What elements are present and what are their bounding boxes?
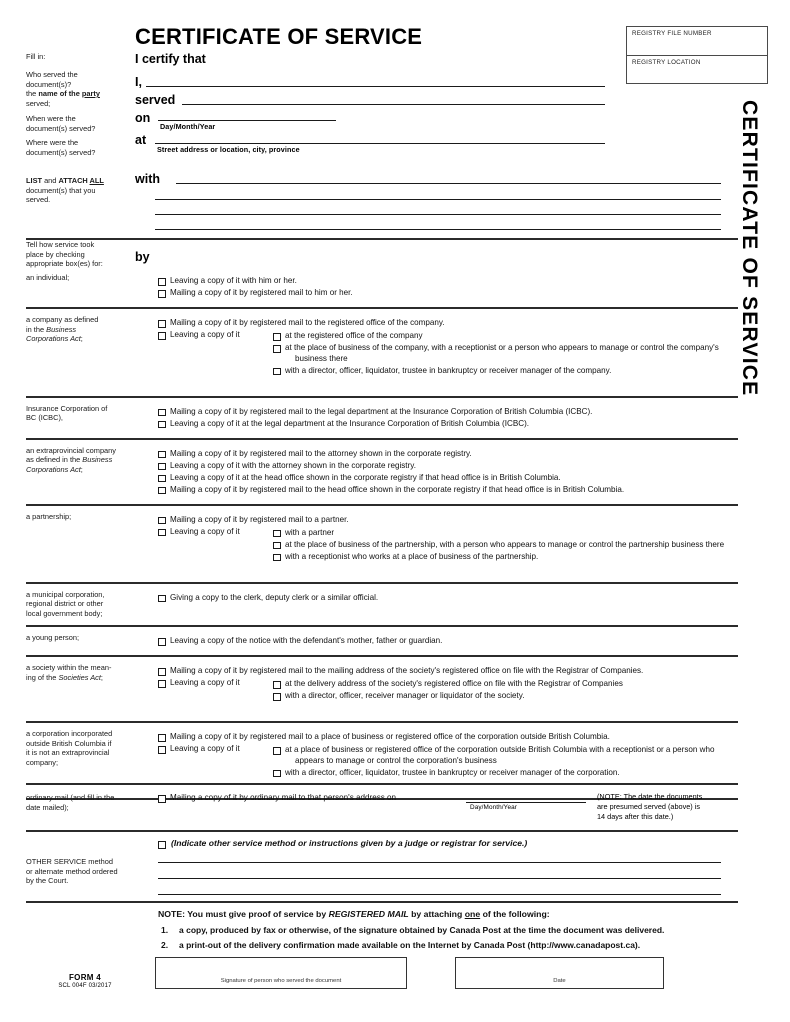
divider	[26, 655, 738, 657]
checkbox-individual-0[interactable]	[158, 278, 166, 286]
input-documents-1[interactable]	[176, 183, 721, 184]
instruction-when-served: When were the document(s) served?	[26, 114, 96, 133]
label-by: by	[135, 250, 150, 264]
instruction-list-attach: LIST and ATTACH ALL document(s) that you served.	[26, 176, 104, 205]
proof-note-item-2-number: 2.	[161, 940, 169, 950]
checkbox-partnership-1-2[interactable]	[273, 554, 281, 562]
note-presumed-service: (NOTE: The date the documents are presumed served (above) is 14 days after this date.)	[597, 792, 703, 821]
option-individual-1: Mailing a copy of it by registered mail to him or her.	[170, 288, 353, 297]
checkbox-society-1-0[interactable]	[273, 681, 281, 689]
checkbox-outside-bc-corporation-1[interactable]	[158, 746, 166, 754]
signature-box[interactable]	[155, 957, 407, 989]
suboption-partnership-1-0: with a partner	[285, 527, 335, 537]
input-other-service-3[interactable]	[158, 894, 721, 895]
instruction-party-name: the name of the party served;	[26, 89, 100, 108]
instruction-fill-in: Fill in:	[26, 52, 46, 61]
label-young-person: a young person;	[26, 633, 80, 643]
divider	[26, 721, 738, 723]
proof-note-item-1: a copy, produced by fax or otherwise, of the signature obtained by Canada Post at the time the document was delivered.	[179, 925, 665, 935]
checkbox-other-service[interactable]	[158, 841, 166, 849]
date-box[interactable]	[455, 957, 664, 989]
checkbox-partnership-1-1[interactable]	[273, 542, 281, 550]
checkbox-society-1-1[interactable]	[273, 693, 281, 701]
label-extraprovincial: an extraprovincial company as defined in the Business Corporations Act;	[26, 445, 116, 474]
checkbox-outside-bc-corporation-0[interactable]	[158, 734, 166, 742]
caption-street-address: Street address or location, city, province	[157, 145, 300, 154]
proof-note-item-1-number: 1.	[161, 925, 169, 935]
divider	[26, 504, 738, 506]
option-extraprovincial-2: Leaving a copy of it at the head office shown in the corporate registry if that head office is in British Columbia.	[170, 472, 561, 482]
suboption-partnership-1-1: at the place of business of the partnership, with a person who appears to manage or control the partnership business there	[285, 539, 725, 549]
option-society-0: Mailing a copy of it by registered mail to the mailing address of the society's registered office on file with the Registrar of Companies.	[170, 666, 644, 676]
option-outside-bc-corporation-0: Mailing a copy of it by registered mail to a place of business or registered office of the corporation outside British Columbia.	[170, 732, 610, 742]
option-individual-0: Leaving a copy of it with him or her.	[170, 276, 297, 285]
instruction-where-served: Where were the document(s) served?	[26, 138, 96, 157]
form-identifier: FORM 4 SCL 004F 03/2017	[58, 973, 112, 989]
option-icbc-0: Mailing a copy of it by registered mail to the legal department at the Insurance Corporation of British Columbia (ICBC).	[170, 406, 593, 416]
suboption-company-1-1: at the place of business of the company, with a receptionist or a person who appears to manage or control the company's business there	[285, 343, 719, 363]
checkbox-extraprovincial-3[interactable]	[158, 487, 166, 495]
option-young-person-0: Leaving a copy of the notice with the defendant's mother, father or guardian.	[170, 636, 443, 646]
label-partnership: a partnership;	[26, 511, 72, 521]
suboption-partnership-1-2: with a receptionist who works at a place of business of the partnership.	[285, 551, 539, 561]
suboption-outside-bc-corporation-1-1: with a director, officer, liquidator, trustee in bankruptcy or receiver manager of the corporation.	[285, 767, 620, 777]
suboption-society-1-0: at the delivery address of the society's registered office on file with the Registrar of Companies	[285, 679, 623, 689]
divider	[26, 830, 738, 832]
suboption-company-1-0: at the registered office of the company	[285, 331, 423, 340]
registry-file-number-field[interactable]: REGISTRY FILE NUMBER	[632, 30, 712, 37]
checkbox-company-1-1[interactable]	[273, 345, 281, 353]
signature-caption: Signature of person who served the document	[220, 978, 342, 984]
label-served: served	[135, 93, 176, 107]
checkbox-extraprovincial-1[interactable]	[158, 463, 166, 471]
label-at: at	[135, 133, 147, 147]
input-other-service-2[interactable]	[158, 878, 721, 879]
checkbox-company-1-0[interactable]	[273, 333, 281, 341]
option-extraprovincial-1: Leaving a copy of it with the attorney shown in the corporate registry.	[170, 460, 416, 470]
divider	[26, 625, 738, 627]
input-documents-2[interactable]	[155, 199, 721, 200]
checkbox-company-1-2[interactable]	[273, 368, 281, 376]
input-service-address[interactable]	[155, 143, 605, 144]
label-ordinary-mail: ordinary mail (and fill in the date mailed);	[26, 793, 115, 812]
checkbox-company-0[interactable]	[158, 320, 166, 328]
checkbox-municipal-0[interactable]	[158, 595, 166, 603]
caption-day-month-year: Day/Month/Year	[160, 122, 216, 131]
suboption-company-1-2: with a director, officer, liquidator, trustee in bankruptcy or receiver manager of the company.	[285, 365, 612, 375]
checkbox-partnership-0[interactable]	[158, 517, 166, 525]
checkbox-extraprovincial-2[interactable]	[158, 475, 166, 483]
date-caption: Date	[553, 978, 566, 984]
input-documents-4[interactable]	[155, 229, 721, 230]
registry-box	[626, 26, 768, 84]
vertical-title: CERTIFICATE OF SERVICE	[738, 100, 761, 397]
checkbox-company-1[interactable]	[158, 332, 166, 340]
label-i: I,	[135, 75, 142, 89]
checkbox-young-person-0[interactable]	[158, 638, 166, 646]
label-with: with	[135, 172, 160, 186]
checkbox-outside-bc-corporation-1-0[interactable]	[273, 747, 281, 755]
checkbox-partnership-1-0[interactable]	[273, 530, 281, 538]
option-partnership-0: Mailing a copy of it by registered mail to a partner.	[170, 514, 349, 524]
option-company-1: Leaving a copy of it	[170, 330, 240, 339]
divider	[26, 901, 738, 903]
option-society-1: Leaving a copy of it	[170, 678, 240, 688]
option-company-0: Mailing a copy of it by registered mail to the registered office of the company.	[170, 318, 445, 327]
instruction-tell-how: Tell how service took place by checking appropriate box(es) for:	[26, 240, 103, 269]
label-icbc: Insurance Corporation of BC (ICBC),	[26, 403, 108, 423]
checkbox-outside-bc-corporation-1-1[interactable]	[273, 770, 281, 778]
input-party-served[interactable]	[182, 104, 605, 105]
input-mail-date[interactable]	[466, 802, 586, 803]
proof-note-heading: NOTE: You must give proof of service by REGISTERED MAIL by attaching one of the following:	[158, 909, 550, 919]
suboption-outside-bc-corporation-1-0: at a place of business or registered office of the corporation outside British Columbia with a receptionist or a person who appears to manage or control the corporation's business	[285, 745, 715, 765]
checkbox-individual-1[interactable]	[158, 290, 166, 298]
option-outside-bc-corporation-1: Leaving a copy of it	[170, 744, 240, 754]
checkbox-society-0[interactable]	[158, 668, 166, 676]
divider	[26, 307, 738, 309]
checkbox-extraprovincial-0[interactable]	[158, 451, 166, 459]
label-other-service: OTHER SERVICE method or alternate method ordered by the Court.	[26, 857, 118, 886]
suboption-society-1-1: with a director, officer, receiver manager or liquidator of the society.	[285, 691, 525, 701]
label-outside-bc-corporation: a corporation incorporated outside British Columbia if it is not an extraprovincial company;	[26, 729, 113, 768]
checkbox-icbc-0[interactable]	[158, 409, 166, 417]
option-ordinary-mail: Mailing a copy of it by ordinary mail to that person's address on	[170, 793, 397, 802]
label-individual: an individual;	[26, 273, 70, 282]
label-municipal: a municipal corporation, regional district or other local government body;	[26, 589, 105, 618]
option-municipal-0: Giving a copy to the clerk, deputy clerk or a similar official.	[170, 592, 379, 602]
divider	[26, 582, 738, 584]
divider	[26, 238, 738, 240]
input-service-date[interactable]	[158, 120, 336, 121]
divider	[26, 783, 738, 785]
option-extraprovincial-0: Mailing a copy of it by registered mail to the attorney shown in the corporate registry.	[170, 448, 472, 458]
label-on: on	[135, 111, 151, 125]
checkbox-icbc-1[interactable]	[158, 421, 166, 429]
caption-mail-date: Day/Month/Year	[470, 804, 517, 811]
input-other-service-1[interactable]	[158, 862, 721, 863]
option-extraprovincial-3: Mailing a copy of it by registered mail to the head office shown in the corporate registry if that head office is in British Columbia.	[170, 484, 625, 494]
checkbox-ordinary-mail[interactable]	[158, 795, 166, 803]
checkbox-partnership-1[interactable]	[158, 529, 166, 537]
input-documents-3[interactable]	[155, 214, 721, 215]
option-partnership-1: Leaving a copy of it	[170, 526, 240, 536]
input-server-name[interactable]	[146, 86, 605, 87]
proof-note-item-2: a print-out of the delivery confirmation made available on the Internet by Canada Post (http://www.canadapost.ca).	[179, 940, 641, 950]
option-other-service: (Indicate other service method or instructions given by a judge or registrar for service.)	[171, 838, 528, 848]
registry-location-field[interactable]: REGISTRY LOCATION	[627, 55, 767, 83]
checkbox-society-1[interactable]	[158, 680, 166, 688]
label-society: a society within the mean- ing of the Societies Act;	[26, 663, 112, 682]
instruction-who-served: Who served the document(s)?	[26, 70, 78, 89]
divider	[26, 438, 738, 440]
page-title: CERTIFICATE OF SERVICE	[135, 24, 423, 49]
option-icbc-1: Leaving a copy of it at the legal department at the Insurance Corporation of British Columbia (ICBC).	[170, 418, 530, 428]
divider	[26, 396, 738, 398]
certify-heading: I certify that	[135, 52, 206, 66]
label-company: a company as defined in the Business Corporations Act;	[26, 315, 99, 344]
